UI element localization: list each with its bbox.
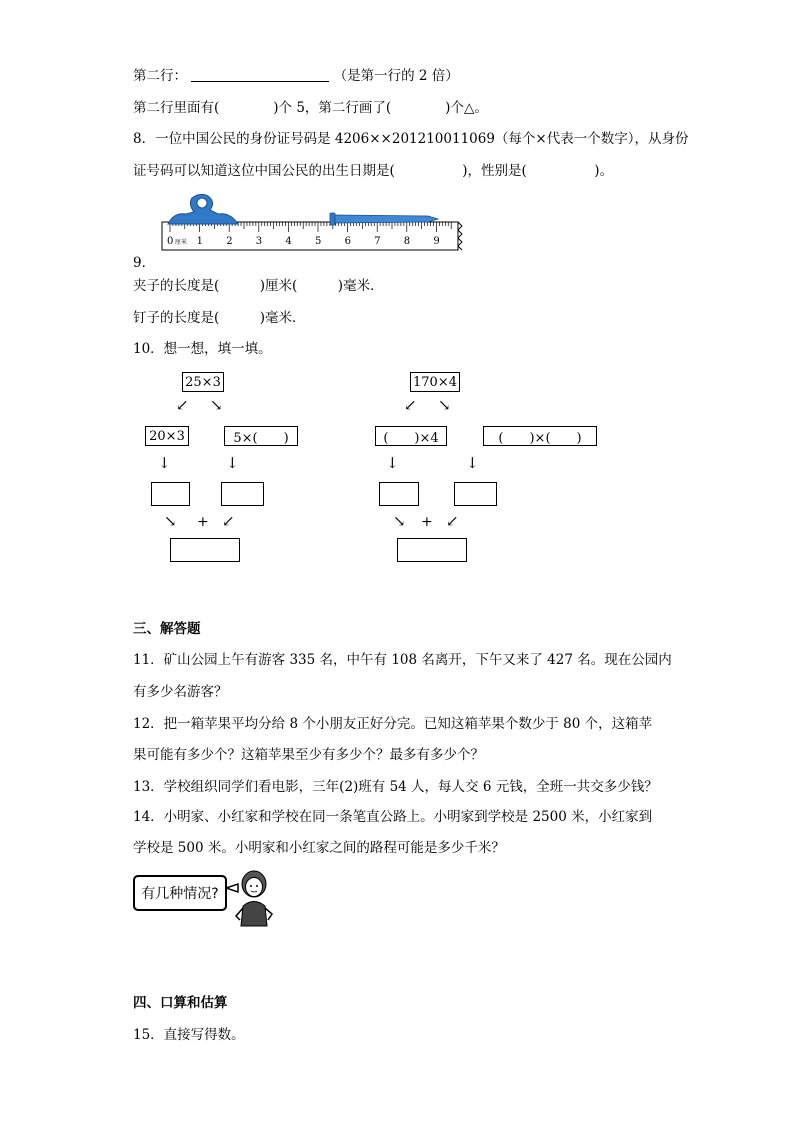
q7-row2-note: （是第一行的 2 倍） xyxy=(333,68,459,84)
q9-nail-line: 钉子的长度是( )毫米． xyxy=(133,310,306,326)
answer-box[interactable] xyxy=(379,482,419,506)
arrow-down-right: ↘ xyxy=(164,512,177,530)
plus-sign: + xyxy=(421,514,433,530)
right-b-box[interactable]: ( )×( ) xyxy=(483,426,597,446)
q7-row2-label: 第二行： xyxy=(133,68,187,84)
ruler-tick-label: 5 xyxy=(315,236,322,247)
arrow-down: ↓ xyxy=(386,454,399,472)
girl-icon xyxy=(226,866,278,928)
ruler-tick-label: 7 xyxy=(374,236,381,247)
arrow-down-left: ↙ xyxy=(446,512,459,530)
ruler-body xyxy=(162,222,458,250)
q15-line: 15．直接写得数。 xyxy=(133,1027,245,1043)
q13-line: 13．学校组织同学们看电影，三年(2)班有 54 人，每人交 6 元钱，全班一共交多少钱？ xyxy=(133,779,658,795)
q14-line1: 14．小明家、小红家和学校在同一条笔直公路上。小明家到学校是 2500 米，小红家到 xyxy=(133,809,653,825)
plus-sign: + xyxy=(197,514,209,530)
q11-line1: 11．矿山公园上午有游客 335 名，中午有 108 名离开，下午又来了 427 名。现在公园内 xyxy=(133,652,672,668)
ruler-tick-label: 8 xyxy=(403,236,411,247)
q9-clip-line: 夹子的长度是( )厘米( )毫米． xyxy=(133,278,384,294)
ruler-tick-label: 2 xyxy=(226,236,233,247)
answer-box[interactable] xyxy=(454,482,497,506)
answer-box[interactable] xyxy=(151,482,190,506)
arrow-down-left: ↙ xyxy=(176,396,189,414)
speech-bubble xyxy=(133,875,227,911)
ruler-tick-label: 3 xyxy=(255,236,263,247)
arrow-down-right: ↘ xyxy=(438,396,451,414)
section4-title: 四、口算和估算 xyxy=(133,995,228,1011)
arrow-down-right: ↘ xyxy=(210,396,223,414)
section3-title: 三、解答题 xyxy=(133,621,201,637)
q7-row2-contains: 第二行里面有( )个 5，第二行画了( )个△。 xyxy=(133,100,488,116)
right-a-box[interactable]: ( )×4 xyxy=(375,426,447,446)
answer-box[interactable] xyxy=(221,482,264,506)
ruler-tick-label: 6 xyxy=(344,236,351,247)
q7-row2-blank[interactable] xyxy=(191,68,329,82)
left-b-box[interactable]: 5×( ) xyxy=(224,426,298,446)
q12-line1: 12．把一箱苹果平均分给 8 个小朋友正好分完。已知这箱苹果个数少于 80 个，这箱苹 xyxy=(133,716,653,732)
ruler-tick-label: 0 xyxy=(167,236,174,247)
q9-number: 9． xyxy=(133,255,156,271)
ruler-figure xyxy=(160,190,470,262)
answer-box[interactable] xyxy=(170,538,240,562)
ruler-tick-label: 4 xyxy=(285,236,292,247)
q14-line2: 学校是 500 米。小明家和小红家之间的路程可能是多少千米？ xyxy=(133,840,505,856)
answer-box[interactable] xyxy=(397,538,467,562)
arrow-down: ↓ xyxy=(466,454,479,472)
ruler-tick-label: 1 xyxy=(196,236,203,247)
q10-title: 10．想一想，填一填。 xyxy=(133,341,272,357)
ruler-unit-label: 厘米 xyxy=(175,239,188,246)
arrow-down-left: ↙ xyxy=(404,396,417,414)
left-a-box: 20×3 xyxy=(145,426,189,446)
arrow-down: ↓ xyxy=(158,454,171,472)
right-top-box: 170×4 xyxy=(410,372,460,392)
arrow-down-left: ↙ xyxy=(222,512,235,530)
ruler-tick-label: 9 xyxy=(433,236,440,247)
arrow-down: ↓ xyxy=(226,454,239,472)
q7-row2-line xyxy=(133,68,459,84)
q8-line2: 证号码可以知道这位中国公民的出生日期是( )，性别是( )。 xyxy=(133,163,614,179)
left-top-box: 25×3 xyxy=(182,372,224,392)
arrow-down-right: ↘ xyxy=(393,512,406,530)
q12-line2: 果可能有多少个？这箱苹果至少有多少个？最多有多少个？ xyxy=(133,747,484,763)
q11-line2: 有多少名游客？ xyxy=(133,684,228,700)
clip-icon xyxy=(168,194,238,224)
q8-line1: 8．一位中国公民的身份证号码是 4206××201210011069（每个×代表一个数字），从身份 xyxy=(133,131,689,147)
speech-bubble-text: 有几种情况? xyxy=(141,886,219,902)
